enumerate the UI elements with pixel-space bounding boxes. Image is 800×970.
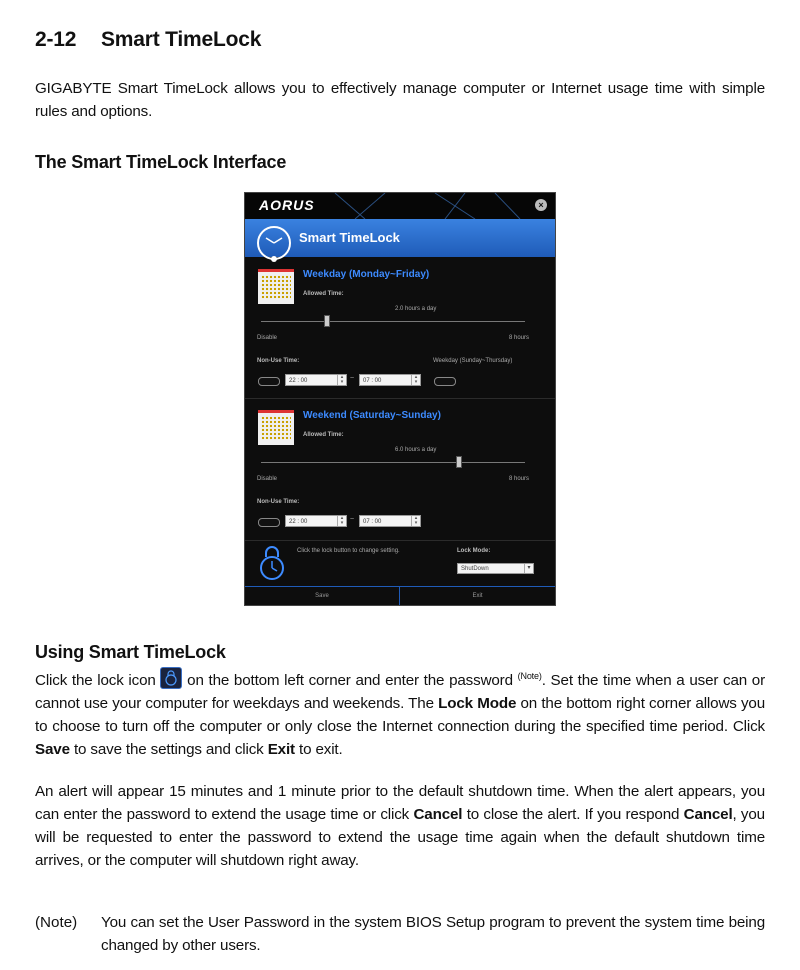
using-paragraph-1: Click the lock icon on the bottom left corner and enter the password $^{(Note)}$. Set the time when a user can or cannot use your computer for weekdays and weekends. The Lock Mode on the bottom right corner allows you to choose to turn off the computer or only close the Internet connection during the specified time period. Click Save to save the settings and click Exit to exit. — [35, 665, 765, 761]
weekend-from-time[interactable]: 22 : 00 ▴ ▾ — [285, 515, 347, 527]
weekend-section — [245, 399, 555, 541]
weekend-slider-track[interactable] — [261, 462, 525, 463]
close-icon[interactable]: × — [535, 199, 547, 211]
weekend-allowed-value: 6.0 hours a day — [395, 447, 437, 453]
weekend-allowed-label: Allowed Time: — [303, 432, 344, 438]
weekend-slider-thumb[interactable] — [456, 456, 462, 468]
weekday-from-value: 22 : 00 — [289, 378, 308, 384]
weekday-section — [245, 257, 555, 399]
calendar-icon — [258, 269, 294, 304]
note-ref: (Note) — [517, 671, 542, 681]
note-label: (Note) — [35, 914, 78, 931]
section-number: 2-12 — [35, 28, 77, 51]
weekday-nonuse-range: Weekday (Sunday~Thursday) — [433, 358, 513, 364]
tilde-separator: ~ — [350, 375, 355, 382]
weekday-slider-track[interactable] — [261, 321, 525, 322]
weekday-nonuse-toggle[interactable] — [258, 377, 280, 386]
lock-mode-value: ShutDown — [461, 566, 489, 572]
tilde-separator: ~ — [350, 516, 355, 523]
weekday-slider-thumb[interactable] — [324, 315, 330, 327]
weekday-to-value: 07 : 00 — [363, 378, 382, 384]
weekday-min-label: Disable — [257, 335, 278, 341]
using-heading: Using Smart TimeLock — [35, 642, 226, 662]
interface-heading: The Smart TimeLock Interface — [35, 152, 287, 172]
using-paragraph-2: An alert will appear 15 minutes and 1 minute prior to the default shutdown time. When the alert appears, you can enter the password to extend the usage time or click Cancel to close the alert. If you respond Cancel, you will be requested to enter the password to extend the usage time again when the default shutdown time arrives, or the computer will shutdown right away. — [35, 783, 765, 869]
weekend-title: Weekend (Saturday~Sunday) — [303, 410, 441, 421]
lock-icon[interactable] — [257, 545, 287, 581]
lock-icon — [160, 667, 182, 689]
lock-mode-label: Lock Mode: — [457, 548, 491, 554]
weekday-from-time[interactable]: 22 : 00 ▴ ▾ — [285, 374, 347, 386]
weekend-min-label: Disable — [257, 476, 278, 482]
weekend-to-time[interactable]: 07 : 00 ▴ ▾ — [359, 515, 421, 527]
weekday-title: Weekday (Monday~Friday) — [303, 269, 430, 280]
exit-button[interactable]: Exit — [472, 593, 483, 599]
save-button[interactable]: Save — [245, 587, 400, 605]
weekend-to-value: 07 : 00 — [363, 519, 382, 525]
weekday-max-label: 8 hours — [508, 335, 529, 341]
section-title: Smart TimeLock — [101, 28, 262, 51]
smart-timelock-window — [244, 192, 556, 606]
weekday-nonuse-label: Non-Use Time: — [257, 358, 300, 364]
weekend-nonuse-label: Non-Use Time: — [257, 499, 300, 505]
lock-mode-select[interactable]: ShutDown ▾ — [457, 563, 534, 574]
weekend-max-label: 8 hours — [508, 476, 529, 482]
app-title: Smart TimeLock — [299, 230, 400, 245]
calendar-icon — [258, 410, 294, 445]
weekday-range-toggle[interactable] — [434, 377, 456, 386]
aorus-logo: AORUS — [259, 197, 315, 213]
section-heading — [35, 28, 261, 52]
weekday-to-time[interactable]: 07 : 00 ▴ ▾ — [359, 374, 421, 386]
title-bar — [245, 193, 555, 219]
weekend-nonuse-toggle[interactable] — [258, 518, 280, 527]
intro-paragraph: GIGABYTE Smart TimeLock allows you to effectively manage computer or Internet usage time with simple rules and options. — [35, 80, 765, 120]
lock-hint: Click the lock button to change setting. — [297, 548, 400, 554]
weekend-from-value: 22 : 00 — [289, 519, 308, 525]
weekday-allowed-value: 2.0 hours a day — [395, 306, 437, 312]
note-text: You can set the User Password in the system BIOS Setup program to prevent the system time being changed by other users. — [101, 914, 765, 954]
bottom-bar — [245, 586, 555, 605]
app-banner — [245, 219, 555, 257]
weekday-allowed-label: Allowed Time: — [303, 291, 344, 297]
